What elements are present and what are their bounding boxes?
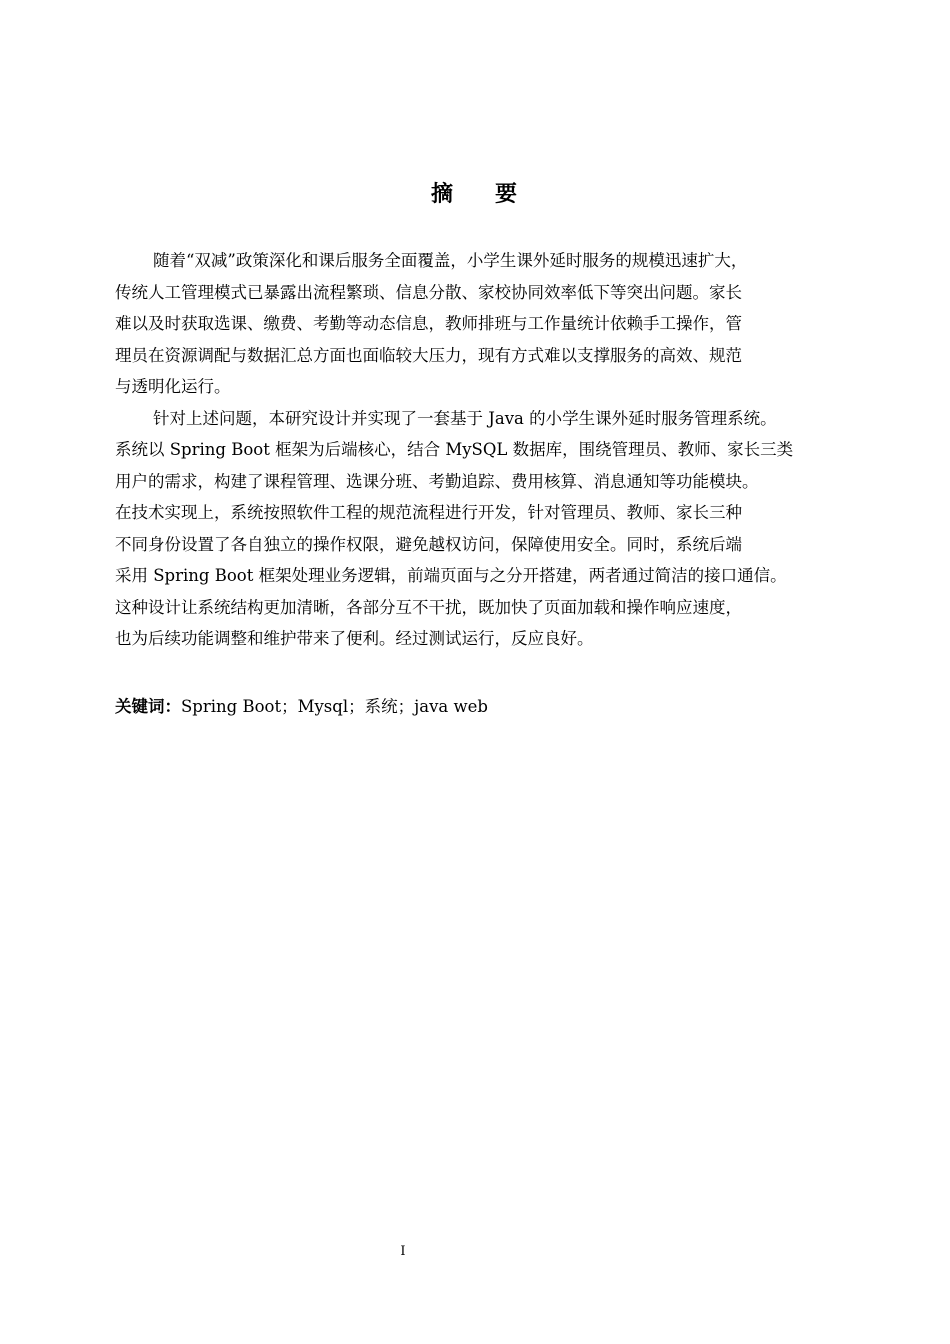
- paragraph-line: 系统以 Spring Boot 框架为后端核心，结合 MySQL 数据库，围绕管理员、教师、家长三类: [115, 440, 794, 459]
- paragraph-line: 传统人工管理模式已暴露出流程繁琐、信息分散、家校协同效率低下等突出问题。家长: [115, 282, 742, 302]
- keywords-label: 关键词：: [115, 697, 181, 716]
- page-number: I: [400, 1244, 406, 1259]
- paragraph-line: 与透明化运行。: [115, 377, 231, 396]
- paragraph-line: 难以及时获取选课、缴费、考勤等动态信息，教师排班与工作量统计依赖手工操作，管: [115, 314, 742, 333]
- paragraph-line: 针对上述问题，本研究设计并实现了一套基于 Java 的小学生课外延时服务管理系统。: [153, 408, 777, 428]
- paragraph-line: 也为后续功能调整和维护带来了便利。经过测试运行，反应良好。: [115, 629, 594, 648]
- abstract-paragraph-2: [115, 403, 875, 655]
- title-part-1: 摘: [430, 182, 455, 207]
- paragraph-line: 理员在资源调配与数据汇总方面也面临较大压力，现有方式难以支撑服务的高效、规范: [115, 345, 742, 365]
- keywords-value: Spring Boot；Mysql；系统；java web: [181, 697, 488, 716]
- paragraph-line: 随着“双减”政策深化和课后服务全面覆盖，小学生课外延时服务的规模迅速扩大，: [153, 251, 748, 270]
- keywords-line: [115, 693, 875, 721]
- abstract-paragraph-1: [115, 245, 875, 403]
- paragraph-line: 这种设计让系统结构更加清晰，各部分互不干扰，既加快了页面加载和操作响应速度，: [115, 597, 742, 617]
- paragraph-line: 在技术实现上，系统按照软件工程的规范流程进行开发，针对管理员、教师、家长三种: [115, 503, 742, 522]
- abstract-body: [115, 245, 875, 655]
- title-part-2: 要: [495, 182, 520, 207]
- paragraph-line: 不同身份设置了各自独立的操作权限，避免越权访问，保障使用安全。同时，系统后端: [115, 534, 742, 554]
- paragraph-line: 用户的需求，构建了课程管理、选课分班、考勤追踪、费用核算、消息通知等功能模块。: [115, 471, 759, 491]
- paragraph-line: 采用 Spring Boot 框架处理业务逻辑，前端页面与之分开搭建，两者通过简洁的接口通信。: [115, 566, 787, 585]
- page-title: [0, 180, 950, 210]
